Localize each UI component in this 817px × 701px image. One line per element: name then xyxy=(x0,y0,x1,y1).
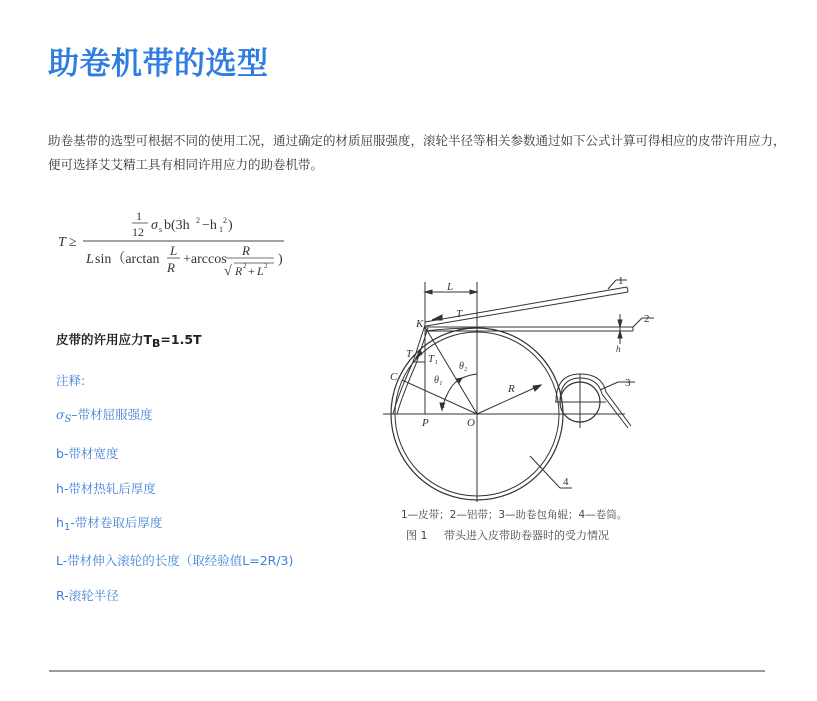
figure-caption: 带头进入皮带助卷器时的受力情况 xyxy=(444,529,609,542)
svg-text:s: s xyxy=(159,225,163,234)
svg-text:R: R xyxy=(235,264,243,278)
note-coiled-thickness: $h_1-$带材卷取后厚度 xyxy=(56,515,163,533)
intro-paragraph: 助卷基带的选型可根据不同的使用工况，通过确定的材质屈服强度，滚轮半径等相关参数通过如下公式计算可得相应的皮带许用应力，便可选择艾艾精工具有相同许用应力的助卷机带。 xyxy=(48,133,786,172)
belt-wrapper-diagram xyxy=(380,270,670,550)
label-theta2: θ₂ xyxy=(459,361,468,372)
note-yield-strength: $\sigma_S-$带材屈服强度 xyxy=(56,407,153,425)
svg-text:1: 1 xyxy=(219,225,223,234)
note-width: b-带材宽度 xyxy=(56,446,119,461)
label-alpha: α xyxy=(440,400,446,411)
svg-text:R: R xyxy=(167,260,175,275)
svg-text:): ) xyxy=(278,252,283,267)
label-3: 3 xyxy=(625,377,631,389)
figure-legend: 1—皮带；2—铝带；3—助卷包角辊；4—卷筒。 xyxy=(401,509,628,521)
label-T-top: T xyxy=(456,308,463,320)
label-T-left: T xyxy=(406,348,413,360)
svg-text:L: L xyxy=(257,264,264,278)
svg-text:2: 2 xyxy=(223,216,227,225)
stress-formula xyxy=(56,203,296,283)
page-title: 助卷机带的选型 xyxy=(48,46,269,82)
svg-text:L: L xyxy=(86,252,94,267)
svg-text:≥: ≥ xyxy=(69,235,77,250)
label-L: L xyxy=(447,281,454,293)
svg-text:+arccos: +arccos xyxy=(183,252,227,267)
notes-heading: 注释: xyxy=(56,373,86,388)
divider xyxy=(49,670,765,672)
svg-text:+: + xyxy=(248,264,255,278)
svg-text:R: R xyxy=(242,243,250,258)
svg-text:b(3h: b(3h xyxy=(164,218,190,233)
svg-text:1: 1 xyxy=(136,209,142,223)
svg-text:σ: σ xyxy=(151,218,158,233)
label-2: 2 xyxy=(644,313,650,325)
label-R: R xyxy=(508,383,515,395)
label-T1: T₁ xyxy=(428,353,438,365)
figure-caption-number: 图 1 xyxy=(406,529,428,542)
note-radius: R-滚轮半径 xyxy=(56,588,119,603)
svg-text:): ) xyxy=(228,218,233,233)
svg-text:2: 2 xyxy=(264,262,268,270)
label-h: h xyxy=(616,344,621,354)
label-4: 4 xyxy=(563,476,569,488)
svg-text:sin（arctan: sin（arctan xyxy=(95,252,160,267)
note-length: L-带材伸入滚轮的长度（取经验值L=2R/3) xyxy=(56,553,294,568)
svg-text:2: 2 xyxy=(196,216,200,225)
label-C: C xyxy=(390,371,398,383)
svg-text:12: 12 xyxy=(132,225,144,239)
label-O: O xyxy=(467,417,475,429)
label-1: 1 xyxy=(618,275,624,287)
label-P: P xyxy=(422,417,429,429)
svg-text:L: L xyxy=(170,243,178,258)
allowed-stress: 皮带的许用应力$T_B=1.5T$ xyxy=(56,332,202,350)
label-theta1: θ₁ xyxy=(434,375,443,386)
svg-text:−h: −h xyxy=(202,218,217,233)
note-hot-rolled-thickness: h-带材热轧后厚度 xyxy=(56,481,156,496)
svg-text:T: T xyxy=(58,235,66,250)
svg-text:2: 2 xyxy=(243,262,247,270)
label-K: K xyxy=(416,318,424,330)
svg-text:√: √ xyxy=(224,264,232,279)
